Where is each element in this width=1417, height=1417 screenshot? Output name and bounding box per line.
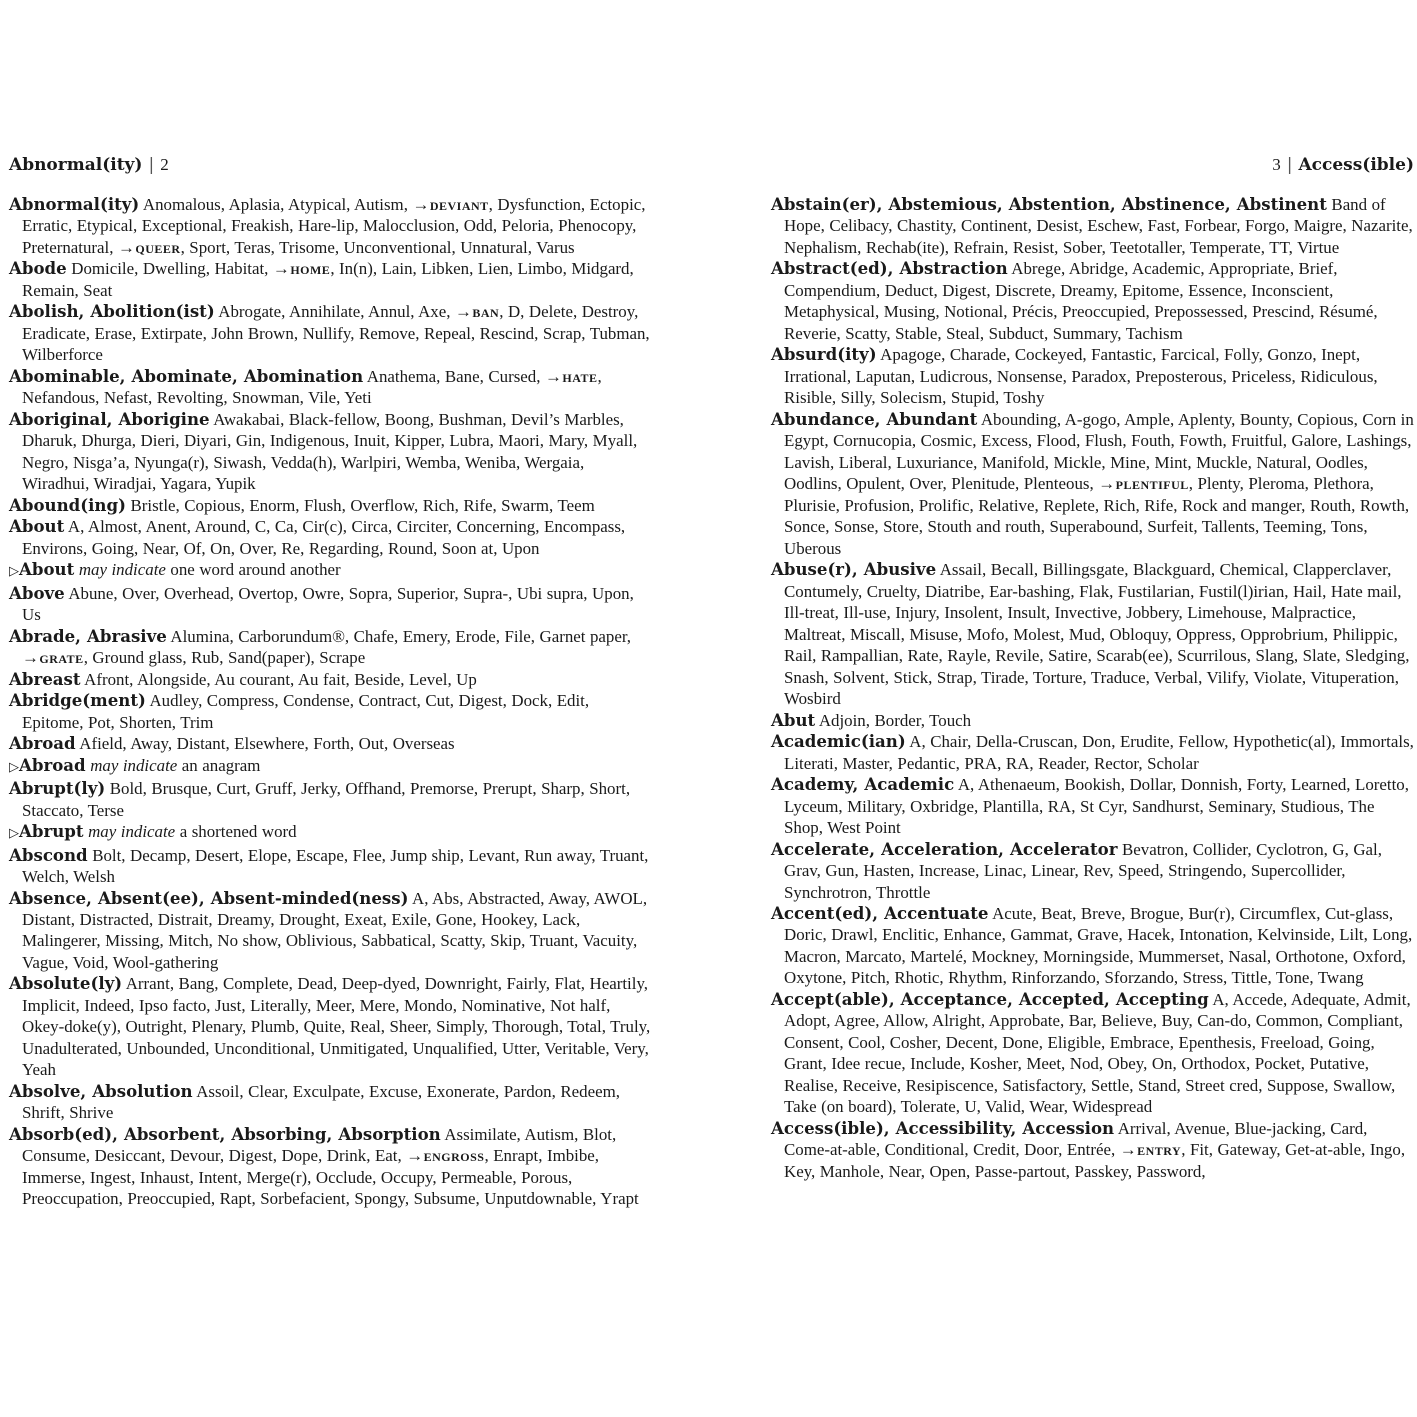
entry-definitions: Arrival, Avenue, Blue-jacking, Card, Come-at-able, Conditional, Credit, Door, Entrée,	[784, 1118, 1368, 1160]
dictionary-entry	[771, 774, 1414, 838]
entry-headword: Abundance, Abundant	[771, 408, 978, 429]
entry-definitions: A, Athenaeum, Bookish, Dollar, Donnish, Forty, Learned, Loretto, Lyceum, Military, Oxbridge, Plantilla, RA, St Cyr, Sandhurst, Seminary, Studious, The Shop, West Point	[784, 775, 1409, 838]
entry-headword: Abstract(ed), Abstraction	[771, 258, 1008, 279]
cross-reference: →entry	[1119, 1140, 1182, 1160]
dictionary-entry	[9, 669, 654, 690]
dictionary-entry	[771, 710, 1414, 731]
entry-headword: Abode	[9, 258, 67, 279]
entry-definitions: , In(n), Lain, Libken, Lien, Limbo, Midgard, Remain, Seat	[22, 259, 634, 300]
entry-headword: Above	[9, 582, 65, 603]
entry-headword: ▷Abrupt	[9, 821, 84, 842]
triangle-icon: ▷	[9, 826, 19, 842]
arrow-right-icon: →	[22, 648, 40, 668]
arrow-right-icon: →	[1098, 474, 1116, 494]
indicator-note: may indicate	[88, 822, 176, 842]
entry-definitions: Band of Hope, Celibacy, Chastity, Continent, Desist, Eschew, Fast, Forbear, Forgo, Maigre, Nazarite, Nephalism, Rechab(ite), Refrain, Resist, Sober, Teetotaller, Temperate, TT, Virtue	[784, 195, 1413, 257]
entry-definitions: one word around another	[165, 560, 341, 580]
entry-definitions: Bristle, Copious, Enorm, Flush, Overflow, Rich, Rife, Swarm, Teem	[130, 495, 595, 515]
dictionary-entry	[9, 583, 654, 626]
entry-headword: About	[9, 516, 65, 537]
left-page	[9, 150, 654, 1210]
running-head-headword: Access(ible)	[1298, 155, 1414, 175]
entry-definitions: Alumina, Carborundum®, Chafe, Emery, Erode, File, Garnet paper,	[170, 626, 632, 646]
cross-reference: →home	[272, 259, 331, 279]
entry-list-right	[771, 194, 1414, 1182]
entry-definitions: , Nefandous, Nefast, Revolting, Snowman, Vile, Yeti	[22, 366, 602, 408]
arrow-right-icon: →	[406, 1146, 424, 1166]
entry-headword: Abnormal(ity)	[9, 194, 140, 214]
dictionary-entry	[9, 258, 654, 301]
running-head-separator: |	[1286, 155, 1293, 175]
entry-headword: Abound(ing)	[9, 494, 126, 515]
cross-reference: →queer	[117, 237, 181, 257]
entry-definitions: Awakabai, Black-fellow, Boong, Bushman, Devil’s Marbles, Dharuk, Dhurga, Dieri, Diyari, Gin, Indigenous, Inuit, Kipper, Lubra, Maori, Mary, Myall, Negro, Nisga’a, Nyunga(r), Siwash, Vedda(h), Warlpiri, Wemba, Weniba, Wergaia, Wiradhui, Wiradjai, Yagara, Yupik	[22, 409, 638, 494]
entry-definitions: a shortened word	[175, 822, 297, 842]
dictionary-entry	[771, 344, 1414, 408]
dictionary-entry	[771, 409, 1414, 559]
page-number: 3	[1272, 155, 1281, 174]
arrow-right-icon: →	[1119, 1140, 1138, 1160]
indicator-note: may indicate	[78, 560, 166, 580]
entry-headword: Absorb(ed), Absorbent, Absorbing, Absorption	[9, 1123, 441, 1144]
dictionary-entry	[771, 731, 1414, 774]
triangle-icon: ▷	[9, 759, 19, 775]
entry-headword: Abolish, Abolition(ist)	[9, 301, 215, 322]
entry-definitions: an anagram	[177, 755, 261, 775]
entry-headword: Abroad	[9, 733, 76, 754]
dictionary-entry	[771, 903, 1414, 989]
arrow-right-icon: →	[454, 302, 473, 322]
cross-reference: →deviant	[412, 195, 489, 214]
dictionary-entry	[9, 1124, 654, 1210]
entry-definitions: Domicile, Dwelling, Habitat,	[71, 259, 273, 279]
entry-headword: Academy, Academic	[771, 774, 955, 795]
entry-definitions: A, Chair, Della-Cruscan, Don, Erudite, Fellow, Hypothetic(al), Immortals, Literati, Master, Pedantic, PRA, RA, Reader, Rector, Scholar	[784, 732, 1414, 773]
entry-definitions: Afield, Away, Distant, Elsewhere, Forth, Out, Overseas	[79, 734, 455, 754]
dictionary-entry	[9, 626, 654, 669]
entry-definitions: Audley, Compress, Condense, Contract, Cut, Digest, Dock, Edit, Epitome, Pot, Shorten, Trim	[22, 691, 590, 732]
cross-reference: →ban	[454, 302, 500, 322]
entry-headword: ▷About	[9, 559, 75, 580]
dictionary-entry	[9, 194, 654, 258]
entry-definitions: Anomalous, Aplasia, Atypical, Autism,	[142, 195, 413, 214]
entry-definitions: Arrant, Bang, Complete, Dead, Deep-dyed, Downright, Fairly, Flat, Heartily, Implicit, Indeed, Ipso facto, Just, Literally, Meer, Mere, Mondo, Nominative, Not half, Okey-doke(y), Outright, Plenary, Plumb, Quite, Real, Sheer, Simply, Thorough, Total, Truly, Unadulterated, Unbounded, Unconditional, Unmitigated, Unqualified, Utter, Veritable, Very, Yeah	[22, 974, 651, 1080]
cross-reference: →engross	[406, 1146, 485, 1166]
entry-definitions: , Sport, Teras, Trisome, Unconventional, Unnatural, Varus	[180, 237, 575, 257]
arrow-right-icon: →	[117, 237, 136, 257]
running-head-separator: |	[148, 155, 155, 175]
dictionary-entry	[771, 258, 1414, 344]
running-head-headword: Abnormal(ity)	[9, 155, 143, 175]
indicator-entry	[9, 755, 654, 778]
entry-headword: Abrade, Abrasive	[9, 625, 167, 646]
entry-definitions: Anathema, Bane, Cursed,	[366, 366, 545, 386]
entry-headword: Absurd(ity)	[771, 344, 877, 365]
entry-headword: Accelerate, Acceleration, Accelerator	[771, 838, 1118, 859]
dictionary-entry	[9, 888, 654, 974]
entry-headword: ▷Abroad	[9, 754, 86, 775]
entry-definitions: A, Abs, Abstracted, Away, AWOL, Distant, Distracted, Distrait, Dreamy, Drought, Exeat, Exile, Gone, Hookey, Lack, Malingerer, Missing, Mitch, No show, Oblivious, Sabbatical, Scatty, Skip, Truant, Vacuity, Vague, Void, Wool-gathering	[22, 888, 648, 972]
dictionary-entry	[9, 516, 654, 559]
cross-reference: →grate	[22, 648, 84, 668]
entry-definitions: , Fit, Gateway, Get-at-able, Ingo, Key, Manhole, Near, Open, Passe-partout, Passkey, Password,	[784, 1140, 1406, 1181]
entry-headword: Abscond	[9, 844, 88, 865]
dictionary-entry	[9, 366, 654, 409]
entry-definitions: , D, Delete, Destroy, Eradicate, Erase, Extirpate, John Brown, Nullify, Remove, Repeal, Rescind, Scrap, Tubman, Wilberforce	[22, 302, 650, 365]
dictionary-entry	[9, 778, 654, 821]
indicator-entry	[9, 559, 654, 582]
entry-definitions: , Enrapt, Imbibe, Immerse, Ingest, Inhaust, Intent, Merge(r), Occlude, Occupy, Permeable, Porous, Preoccupation, Preoccupied, Rapt, Sorbefacient, Spongy, Subsume, Unputdownable, Yrapt	[22, 1146, 639, 1209]
dictionary-entry	[771, 1118, 1414, 1182]
dictionary-entry	[9, 733, 654, 754]
entry-definitions: Acute, Beat, Breve, Brogue, Bur(r), Circumflex, Cut-glass, Doric, Drawl, Enclitic, Enhance, Gammat, Grave, Hacek, Intonation, Kelvinside, Lilt, Long, Macron, Marcato, Martelé, Mockney, Morningside, Mummerset, Nasal, Orthotone, Oxford, Oxytone, Pitch, Rhotic, Rhythm, Rinforzando, Sforzando, Stress, Tittle, Tone, Twang	[784, 903, 1413, 988]
triangle-icon: ▷	[9, 564, 19, 580]
dictionary-entry	[9, 495, 654, 516]
running-head-right	[771, 150, 1414, 180]
entry-definitions: Bevatron, Collider, Cyclotron, G, Gal, Grav, Gun, Hasten, Increase, Linac, Linear, Rev, Speed, Stringendo, Supercollider, Synchrotron, Throttle	[784, 839, 1382, 902]
dictionary-entry	[771, 194, 1414, 258]
entry-definitions: Abrege, Abridge, Academic, Appropriate, Brief, Compendium, Deduct, Digest, Discrete, Dreamy, Epitome, Essence, Inconscient, Metaphysical, Musing, Notional, Précis, Preoccupied, Prepossessed, Prescind, Résumé, Reverie, Scatty, Stable, Steal, Subduct, Summary, Tachism	[784, 259, 1378, 343]
dictionary-entry	[9, 1081, 654, 1124]
indicator-note: may indicate	[90, 755, 178, 775]
dictionary-entry	[771, 839, 1414, 903]
entry-definitions: , Ground glass, Rub, Sand(paper), Scrape	[83, 648, 366, 668]
running-head-left	[9, 150, 654, 180]
entry-headword: Aboriginal, Aborigine	[9, 408, 210, 429]
entry-definitions: Abrogate, Annihilate, Annul, Axe,	[218, 302, 455, 322]
arrow-right-icon: →	[272, 259, 291, 279]
page-number: 2	[160, 155, 169, 174]
entry-headword: Absolute(ly)	[9, 973, 123, 994]
arrow-right-icon: →	[412, 195, 430, 214]
entry-headword: Accept(able), Acceptance, Accepted, Accepting	[771, 988, 1209, 1009]
entry-definitions: Abounding, A-gogo, Ample, Aplenty, Bounty, Copious, Corn in Egypt, Cornucopia, Cosmic, Excess, Flood, Flush, Fouth, Fowth, Fruitful, Galore, Lashings, Lavish, Liberal, Luxuriance, Manifold, Mickle, Mine, Mint, Muckle, Natural, Oodles, Oodlins, Opulent, Over, Plenitude, Plenteous,	[784, 409, 1414, 494]
entry-definitions: , Dysfunction, Ectopic, Erratic, Etypical, Exceptional, Freakish, Hare-lip, Malocclusion, Odd, Peloria, Phenocopy, Preternatural,	[22, 195, 646, 257]
dictionary-entry	[9, 409, 654, 495]
entry-definitions: Assimilate, Autism, Blot, Consume, Desiccant, Devour, Digest, Dope, Drink, Eat,	[22, 1124, 617, 1166]
entry-definitions: Bolt, Decamp, Desert, Elope, Escape, Flee, Jump ship, Levant, Run away, Truant, Welch, Welsh	[22, 845, 649, 887]
entry-definitions: Abune, Over, Overhead, Overtop, Owre, Sopra, Superior, Supra-, Ubi supra, Upon, Us	[22, 583, 634, 625]
entry-headword: Access(ible), Accessibility, Accession	[771, 1117, 1115, 1138]
dictionary-entry	[9, 301, 654, 365]
entry-definitions: A, Almost, Anent, Around, C, Ca, Cir(c), Circa, Circiter, Concerning, Encompass, Environs, Going, Near, Of, On, Over, Re, Regarding, Round, Soon at, Upon	[22, 517, 626, 558]
entry-headword: Absolve, Absolution	[9, 1080, 193, 1101]
entry-definitions: Adjoin, Border, Touch	[818, 710, 972, 730]
entry-headword: Abridge(ment)	[9, 690, 146, 711]
entry-headword: Abreast	[9, 668, 81, 689]
dictionary-entry	[771, 559, 1414, 709]
entry-headword: Abstain(er), Abstemious, Abstention, Abstinence, Abstinent	[771, 194, 1327, 214]
entry-headword: Academic(ian)	[771, 731, 906, 752]
entry-headword: Abrupt(ly)	[9, 778, 106, 799]
entry-headword: Absence, Absent(ee), Absent-minded(ness)	[9, 887, 409, 908]
entry-definitions: Assail, Becall, Billingsgate, Blackguard, Chemical, Clapperclaver, Contumely, Cruelty, Diatribe, Ear-bashing, Flak, Fustilarian, Fustil(l)irian, Hail, Hate mail, Ill-treat, Ill-use, Injury, Insolent, Insult, Invective, Jobbery, Limehouse, Malpractice, Maltreat, Miscall, Misuse, Mofo, Molest, Mud, Obloquy, Oppress, Opprobrium, Philippic, Rail, Rampallian, Rate, Rayle, Revile, Satire, Scarab(ee), Scurrilous, Slang, Slate, Sledging, Snash, Solvent, Stick, Strap, Tirade, Torture, Traduce, Verbal, Vilify, Violate, Vituperation, Wosbird	[784, 560, 1410, 709]
entry-list-left	[9, 194, 654, 1210]
dictionary-entry	[9, 690, 654, 733]
entry-headword: Accent(ed), Accentuate	[771, 902, 989, 923]
indicator-entry	[9, 821, 654, 844]
dictionary-entry	[771, 989, 1414, 1118]
entry-definitions: Bold, Brusque, Curt, Gruff, Jerky, Offhand, Premorse, Prerupt, Sharp, Short, Staccato, Terse	[22, 779, 631, 820]
dictionary-entry	[9, 845, 654, 888]
arrow-right-icon: →	[544, 366, 563, 386]
cross-reference: →hate	[544, 366, 598, 386]
entry-headword: Abominable, Abominate, Abomination	[9, 365, 364, 386]
entry-headword: Abut	[771, 709, 816, 730]
entry-headword: Abuse(r), Abusive	[771, 559, 937, 580]
entry-definitions: Assoil, Clear, Exculpate, Excuse, Exonerate, Pardon, Redeem, Shrift, Shrive	[22, 1081, 620, 1123]
entry-definitions: Apagoge, Charade, Cockeyed, Fantastic, Farcical, Folly, Gonzo, Inept, Irrational, Laputan, Ludicrous, Nonsense, Paradox, Preposterous, Priceless, Ridiculous, Risible, Silly, Solecism, Stupid, Toshy	[784, 345, 1378, 408]
entry-definitions: A, Accede, Adequate, Admit, Adopt, Agree, Allow, Alright, Approbate, Bar, Believe, Buy, Can-do, Common, Compliant, Consent, Cool, Cosher, Decent, Done, Eligible, Embrace, Epenthesis, Freeload, Going, Grant, Idee recue, Include, Kosher, Meet, Nod, Obey, On, Orthodox, Pocket, Putative, Realise, Receive, Resipiscence, Satisfactory, Settle, Stand, Street cred, Suppose, Swallow, Take (on board), Tolerate, U, Valid, Wear, Widespread	[784, 989, 1411, 1117]
right-page	[771, 150, 1414, 1182]
entry-definitions: Afront, Alongside, Au courant, Au fait, Beside, Level, Up	[84, 669, 477, 689]
entry-definitions: , Plenty, Pleroma, Plethora, Plurisie, Profusion, Prolific, Relative, Replete, Rich, Rife, Rock and manger, Routh, Rowth, Sonce, Sonse, Store, Stouth and routh, Superabound, Surfeit, Tallents, Teeming, Tons, Uberous	[784, 474, 1410, 558]
dictionary-entry	[9, 973, 654, 1080]
cross-reference: →plentiful	[1098, 474, 1189, 494]
